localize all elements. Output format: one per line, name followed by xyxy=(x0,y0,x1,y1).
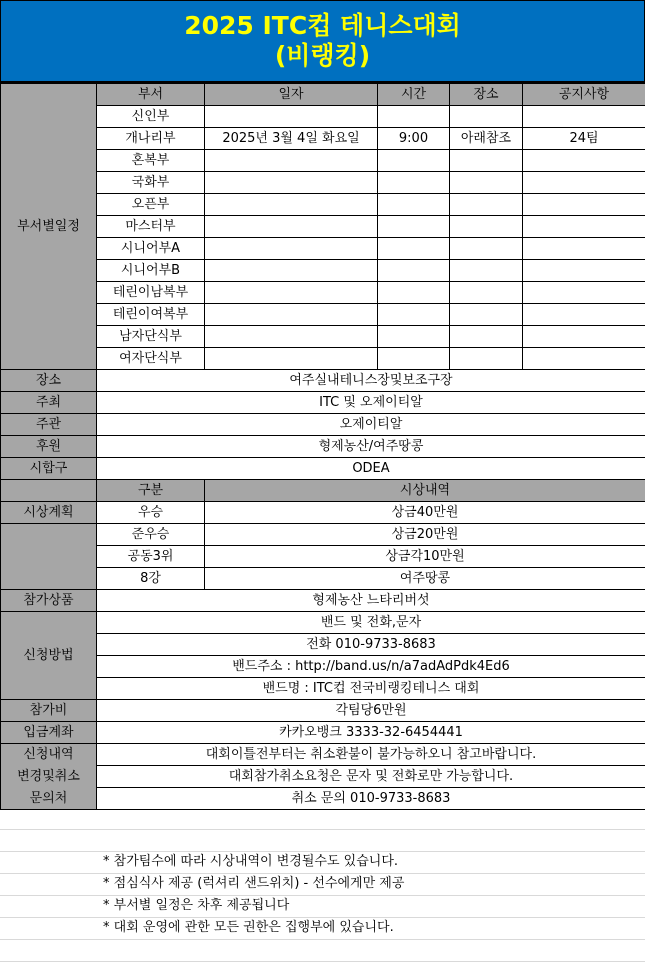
schedule-cell xyxy=(449,325,523,348)
application-line: 밴드주소 : http://band.us/n/a7adAdPdk4Ed6 xyxy=(96,655,645,678)
gift-label: 참가상품 xyxy=(0,589,97,612)
deposit-value: 카카오뱅크 3333-32-6454441 xyxy=(96,721,645,744)
schedule-section-label: 부서별일정 xyxy=(0,83,97,370)
award-rank: 공동3위 xyxy=(96,545,205,568)
award-rank: 8강 xyxy=(96,567,205,590)
schedule-cell xyxy=(377,259,450,282)
changes-label: 변경및취소 xyxy=(17,768,80,784)
schedule-cell xyxy=(449,237,523,260)
schedule-cell xyxy=(449,193,523,216)
title-line-2: (비랭킹) xyxy=(274,41,371,70)
changes-labels xyxy=(0,743,97,810)
changes-label: 신청내역 xyxy=(23,747,74,763)
info-label: 후원 xyxy=(0,435,97,458)
division-name: 혼복부 xyxy=(96,149,205,172)
schedule-header-4: 공지사항 xyxy=(522,83,645,106)
schedule-cell xyxy=(204,215,378,238)
info-value: 오제이티알 xyxy=(96,413,645,436)
schedule-cell xyxy=(522,259,645,282)
application-line: 밴드명 : ITC컵 전국비랭킹테니스 대회 xyxy=(96,677,645,700)
awards-section-label: 시상계획 xyxy=(0,501,97,524)
empty-gridline xyxy=(0,829,645,830)
schedule-cell xyxy=(522,303,645,326)
note-item: * 부서별 일정은 차후 제공됩니다 xyxy=(103,898,290,913)
award-prize: 여주땅콩 xyxy=(204,567,645,590)
schedule-header-1: 일자 xyxy=(204,83,378,106)
changes-line: 대회참가취소요청은 문자 및 전화로만 가능합니다. xyxy=(96,765,645,788)
schedule-cell xyxy=(204,303,378,326)
info-value: ODEA xyxy=(96,457,645,480)
schedule-cell xyxy=(204,281,378,304)
schedule-cell xyxy=(377,105,450,128)
empty-gridline xyxy=(0,939,645,940)
schedule-cell xyxy=(204,325,378,348)
info-label: 시합구 xyxy=(0,457,97,480)
award-prize: 상금각10만원 xyxy=(204,545,645,568)
info-value: 형제농산/여주땅콩 xyxy=(96,435,645,458)
info-label: 주최 xyxy=(0,391,97,414)
empty-gridline xyxy=(0,895,645,896)
award-rank: 준우승 xyxy=(96,523,205,546)
deposit-label: 입금계좌 xyxy=(0,721,97,744)
empty-gridline xyxy=(0,851,645,852)
schedule-cell xyxy=(449,347,523,370)
schedule-cell xyxy=(377,325,450,348)
schedule-cell xyxy=(449,303,523,326)
schedule-header-0: 부서 xyxy=(96,83,205,106)
schedule-cell xyxy=(449,149,523,172)
schedule-cell: 2025년 3월 4일 화요일 xyxy=(204,127,378,150)
division-name: 오픈부 xyxy=(96,193,205,216)
division-name: 시니어부B xyxy=(96,259,205,282)
changes-label: 문의처 xyxy=(29,790,68,806)
schedule-cell xyxy=(204,193,378,216)
awards-label-bottom xyxy=(0,523,97,590)
schedule-cell: 24팀 xyxy=(522,127,645,150)
schedule-cell: 아래참조 xyxy=(449,127,523,150)
application-line: 전화 010-9733-8683 xyxy=(96,633,645,656)
schedule-cell xyxy=(449,171,523,194)
schedule-cell xyxy=(204,149,378,172)
division-name: 시니어부A xyxy=(96,237,205,260)
entry-fee-value: 각팀당6만원 xyxy=(96,699,645,722)
schedule-cell xyxy=(377,215,450,238)
division-name: 테린이남복부 xyxy=(96,281,205,304)
empty-gridline xyxy=(0,917,645,918)
division-name: 신인부 xyxy=(96,105,205,128)
entry-fee-label: 참가비 xyxy=(0,699,97,722)
division-name: 국화부 xyxy=(96,171,205,194)
awards-header-detail: 시상내역 xyxy=(204,479,645,502)
division-name: 테린이여복부 xyxy=(96,303,205,326)
schedule-cell xyxy=(522,347,645,370)
title-banner xyxy=(0,0,645,83)
schedule-cell xyxy=(449,215,523,238)
changes-line: 취소 문의 010-9733-8683 xyxy=(96,787,645,810)
division-name: 남자단식부 xyxy=(96,325,205,348)
schedule-cell xyxy=(377,193,450,216)
schedule-cell xyxy=(204,259,378,282)
info-value: ITC 및 오제이티알 xyxy=(96,391,645,414)
info-value: 여주실내테니스장및보조구장 xyxy=(96,369,645,392)
schedule-cell xyxy=(204,237,378,260)
schedule-cell xyxy=(449,281,523,304)
schedule-cell xyxy=(449,259,523,282)
note-item: * 참가팀수에 따라 시상내역이 변경될수도 있습니다. xyxy=(103,854,399,869)
awards-header-category: 구분 xyxy=(96,479,205,502)
award-rank: 우승 xyxy=(96,501,205,524)
schedule-cell xyxy=(522,171,645,194)
schedule-header-2: 시간 xyxy=(377,83,450,106)
division-name: 마스터부 xyxy=(96,215,205,238)
schedule-cell xyxy=(204,105,378,128)
empty-gridline xyxy=(0,961,645,962)
application-label: 신청방법 xyxy=(0,611,97,700)
schedule-cell xyxy=(522,237,645,260)
info-label: 장소 xyxy=(0,369,97,392)
note-item: * 점심식사 제공 (럭셔리 샌드위치) - 선수에게만 제공 xyxy=(103,876,405,891)
schedule-cell xyxy=(522,325,645,348)
schedule-cell xyxy=(204,347,378,370)
application-line: 밴드 및 전화,문자 xyxy=(96,611,645,634)
info-label: 주관 xyxy=(0,413,97,436)
schedule-cell xyxy=(377,303,450,326)
schedule-cell xyxy=(204,171,378,194)
schedule-cell xyxy=(522,215,645,238)
schedule-cell xyxy=(522,105,645,128)
schedule-cell xyxy=(449,105,523,128)
schedule-cell xyxy=(377,171,450,194)
schedule-cell: 9:00 xyxy=(377,127,450,150)
note-item: * 대회 운영에 관한 모든 권한은 집행부에 있습니다. xyxy=(103,920,394,935)
schedule-cell xyxy=(522,149,645,172)
schedule-cell xyxy=(522,281,645,304)
awards-label-top xyxy=(0,479,97,502)
schedule-cell xyxy=(377,149,450,172)
empty-gridline xyxy=(0,873,645,874)
award-prize: 상금40만원 xyxy=(204,501,645,524)
division-name: 개나리부 xyxy=(96,127,205,150)
division-name: 여자단식부 xyxy=(96,347,205,370)
schedule-header-3: 장소 xyxy=(449,83,523,106)
schedule-cell xyxy=(522,193,645,216)
schedule-cell xyxy=(377,281,450,304)
schedule-cell xyxy=(377,237,450,260)
changes-line: 대회이틀전부터는 취소환불이 불가능하오니 참고바랍니다. xyxy=(96,743,645,766)
schedule-cell xyxy=(377,347,450,370)
title-line-1: 2025 ITC컵 테니스대회 xyxy=(184,10,461,40)
gift-value: 형제농산 느타리버섯 xyxy=(96,589,645,612)
award-prize: 상금20만원 xyxy=(204,523,645,546)
